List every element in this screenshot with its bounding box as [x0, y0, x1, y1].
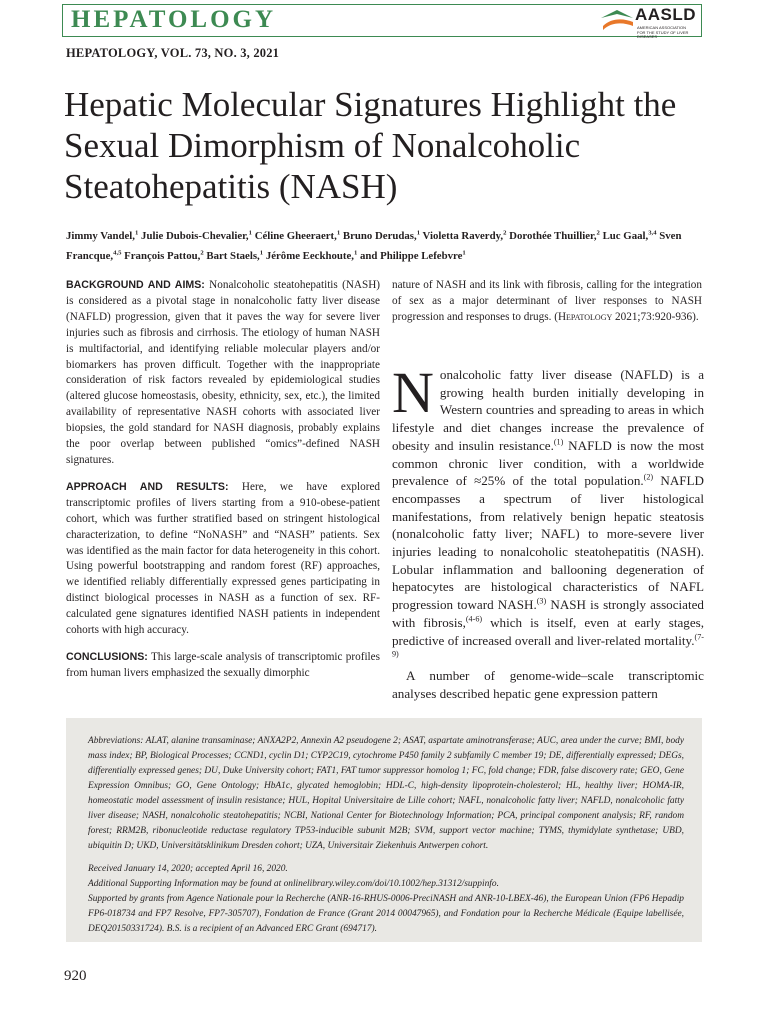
- ref-1: (1): [553, 437, 564, 447]
- ref-2: (2): [643, 472, 654, 482]
- intro-text-b: NAFLD is now the most common chronic liver condition, with a worldwide prevalence of ≈25% of the total population.: [392, 437, 705, 489]
- author-name: Julie Dubois-Chevalier,: [141, 230, 249, 242]
- abstract-background: [66, 278, 380, 469]
- author-name: Bruno Derudas,: [342, 230, 417, 242]
- author-affiliation: 2: [200, 249, 204, 257]
- abstract-conclusions: [66, 650, 380, 682]
- approach-label: APPROACH AND RESULTS:: [66, 480, 229, 493]
- author-name: Violetta Raverdy,: [422, 230, 504, 242]
- aasld-emblem-icon: [599, 8, 635, 34]
- abstract-approach: [66, 480, 380, 639]
- author: [343, 230, 420, 242]
- author-affiliation: 1: [353, 249, 358, 257]
- ref-5: (7-9): [392, 632, 704, 659]
- author: [141, 230, 252, 242]
- introduction: [392, 360, 705, 702]
- author-affiliation: 2: [503, 229, 507, 237]
- author: [255, 230, 341, 242]
- abstract-left-column: [66, 278, 380, 693]
- author-affiliation: 1: [416, 229, 421, 237]
- journal-name: HEPATOLOGY: [71, 6, 277, 33]
- conclusions-label: CONCLUSIONS:: [66, 650, 148, 663]
- author-affiliation: 2: [596, 229, 600, 237]
- author-name: Dorothée Thuillier,: [509, 230, 597, 242]
- intro-paragraph-2: A number of genome-wide–scale transcriptomic analyses described hepatic gene expression pattern: [392, 667, 704, 701]
- aasld-logo: [599, 5, 697, 39]
- journal-citation: HEPATOLOGY, VOL. 73, NO. 3, 2021: [66, 46, 280, 60]
- author-name: Bart Staels,: [206, 250, 260, 262]
- aasld-logo-subtext: AMERICAN ASSOCIATION FOR THE STUDY OF LIVER DISEASES: [637, 25, 689, 39]
- abbreviations-text: Abbreviations: ALAT, alanine transaminase; ANXA2P2, Annexin A2 pseudogene 2; ASAT, aspartate aminotransferase; AUC, area under the curve; BMI, body mass index; BP, Biological Processes; CCND1, cyclin D1; CYP2C19, cytochrome P450 family 2 subfamily C member 19; DE, differentially expressed; DEGs, differentially expressed genes; DU, Duke University cohort; FAT1, FAT tumor suppressor homolog 1; FC, fold change; FDR, false discovery rate; GEO, Gene Expression Omnibus; GO, Gene Ontology; HbA1c, glycated hemoglobin; HDL-C, high-density lipoprotein-cholesterol; HL, healthy liver; HOMA-IR, homeostatic model assessment of insulin resistance; HUL, Hopital Universitaire de Lille cohort; NAFL, nonalcoholic fatty liver; NAFLD, nonalcoholic fatty liver disease; NASH, nonalcoholic steatohepatitis; NCBI, National Center for Biotechnology Information; PCA, principal component analysis; RF, random forest; RRM2B, ribonucleotide reductase regulatory TP53-inducible subunit M2B; SVM, support vector machine; TYMS, thymidylate synthetase; UBD, ubiquitin D; UKD, Universitätsklinikum Dresden cohort; UZA, Universitair Ziekenhuis Antwerpen cohort.: [88, 736, 684, 851]
- author: [509, 230, 600, 242]
- funding-statement: Supported by grants from Agence Nationale pour la Recherche (ANR-16-RHUS-0006-PreciNASH and ANR-10-LBEX-46), the European Union (FP6 Hepadip FP6-018734 and FP7 Resolve, FP7-305707), Fondation de France (Grant 2014 00047965), and Fondation pour la Recherche Médicale (Equipe labellisée, DEQ20150331724). B.S. is a recipient of an Advanced ERC Grant (694717).: [88, 894, 684, 934]
- author-name: Jimmy Vandel,: [66, 230, 135, 242]
- author-affiliation: 1: [462, 249, 466, 257]
- author-list: [66, 226, 706, 266]
- author-name: and Philippe Lefebvre: [360, 250, 463, 262]
- author: [206, 250, 263, 262]
- author-name: Sven Francque,: [66, 230, 682, 262]
- author: [603, 230, 657, 242]
- author: [423, 230, 507, 242]
- received-date: Received January 14, 2020; accepted April 16, 2020.: [88, 864, 288, 874]
- page-number: 920: [64, 968, 87, 984]
- background-text: Nonalcoholic steatohepatitis (NASH) is considered as a pivotal stage in nonalcoholic fatty liver disease (NAFLD) progression, given that it paves the way for severe liver injuries such as fibrosis and cirrhosis. The etiology of human NASH is multifactorial, and identifying reliable molecular players and/or biomarkers has proven difficult. Together with the inappropriate consideration of risk factors revealed by epidemiological studies (altered glucose homeostasis, obesity, ethnicity, sex, etc.), the limited availability of representative NASH cohorts with associated liver biopsies, the gold standard for NASH diagnosis, probably explains the poor overlap between published “omics”-defined NASH signatures.: [66, 279, 381, 466]
- background-label: BACKGROUND AND AIMS:: [66, 279, 205, 291]
- author: [266, 250, 358, 262]
- author-name: Jérôme Eeckhoute,: [265, 250, 354, 262]
- article-title: Hepatic Molecular Signatures Highlight the Sexual Dimorphism of Nonalcoholic Steatohepatitis (NASH): [64, 85, 677, 206]
- author-affiliation: 1: [336, 229, 341, 237]
- intro-text-a: onalcoholic fatty liver disease (NAFLD) is a growing health burden initially developing in Western countries and spreading to areas in which lifestyle and diet changes increase the prevalence of obesity and insulin resistance.: [392, 367, 704, 453]
- intro-paragraph-1: [392, 360, 705, 667]
- author-affiliation: 1: [135, 229, 139, 237]
- conclusions-text: This large-scale analysis of transcriptomic profiles from human livers emphasized the sexually dimorphic: [66, 650, 380, 679]
- abbreviations-box: [66, 718, 702, 942]
- aasld-logo-text: AASLD: [635, 5, 697, 24]
- author-name: Céline Gheeraert,: [254, 230, 337, 242]
- author-affiliation: 1: [259, 249, 264, 257]
- author: [360, 250, 466, 262]
- ref-4: (4-6): [465, 614, 483, 624]
- author: [66, 230, 138, 242]
- abstract-continuation: [392, 278, 702, 337]
- author-name: Luc Gaal,: [602, 230, 649, 242]
- intro-text-d: NASH is strongly associated with fibrosis,: [392, 597, 704, 630]
- intro-text-c: NAFLD encompasses a spectrum of liver histological manifestations, from relatively benign hepatic steatosis (nonalcoholic fatty liver; NAFL) to more-severe liver injuries leading to nonalcoholic steatohepatitis (NASH). Lobular inflammation and ballooning degeneration of hepatocytes are histological characteristics of NAFL progression toward NASH.: [392, 473, 705, 613]
- approach-text: Here, we have explored transcriptomic profiles of livers starting from a 910-obese-patient cohort, which was further stratified based on stringent histological characterization, to define “NoNASH” and “NASH” patients. Sex was identified as the main factor for data heterogeneity in this cohort. Using powerful bootstrapping and random forest (RF) approaches, we identified reliably differentially expressed genes participating in distinct biological processes in NASH as a function of sex. RF-calculated gene signatures identified NASH patients in independent cohorts with high accuracy.: [66, 480, 381, 637]
- continued-text: nature of NASH and its link with fibrosis, calling for the integration of sex as a major determinant of liver responses to NASH progression and responses to drugs. (: [392, 279, 702, 323]
- intro-text-e: which is itself, even at early stages, predictive of increased overall and liver-related mortality.: [392, 614, 704, 648]
- author-affiliation: 1: [248, 229, 252, 237]
- ref-3: (3): [536, 596, 547, 606]
- author-affiliation: 4,5: [113, 249, 122, 257]
- author: [124, 250, 204, 262]
- author-name: François Pattou,: [124, 250, 201, 262]
- supporting-info: Additional Supporting Information may be found at onlinelibrary.wiley.com/doi/10.1002/hep.31312/suppinfo.: [88, 879, 499, 889]
- author-affiliation: 3,4: [648, 229, 657, 237]
- continued-cite: 2021;73:920-936).: [612, 310, 699, 323]
- journal-banner: [62, 4, 702, 37]
- drop-cap: N: [392, 360, 434, 425]
- continued-journal: Hepatology: [557, 310, 613, 323]
